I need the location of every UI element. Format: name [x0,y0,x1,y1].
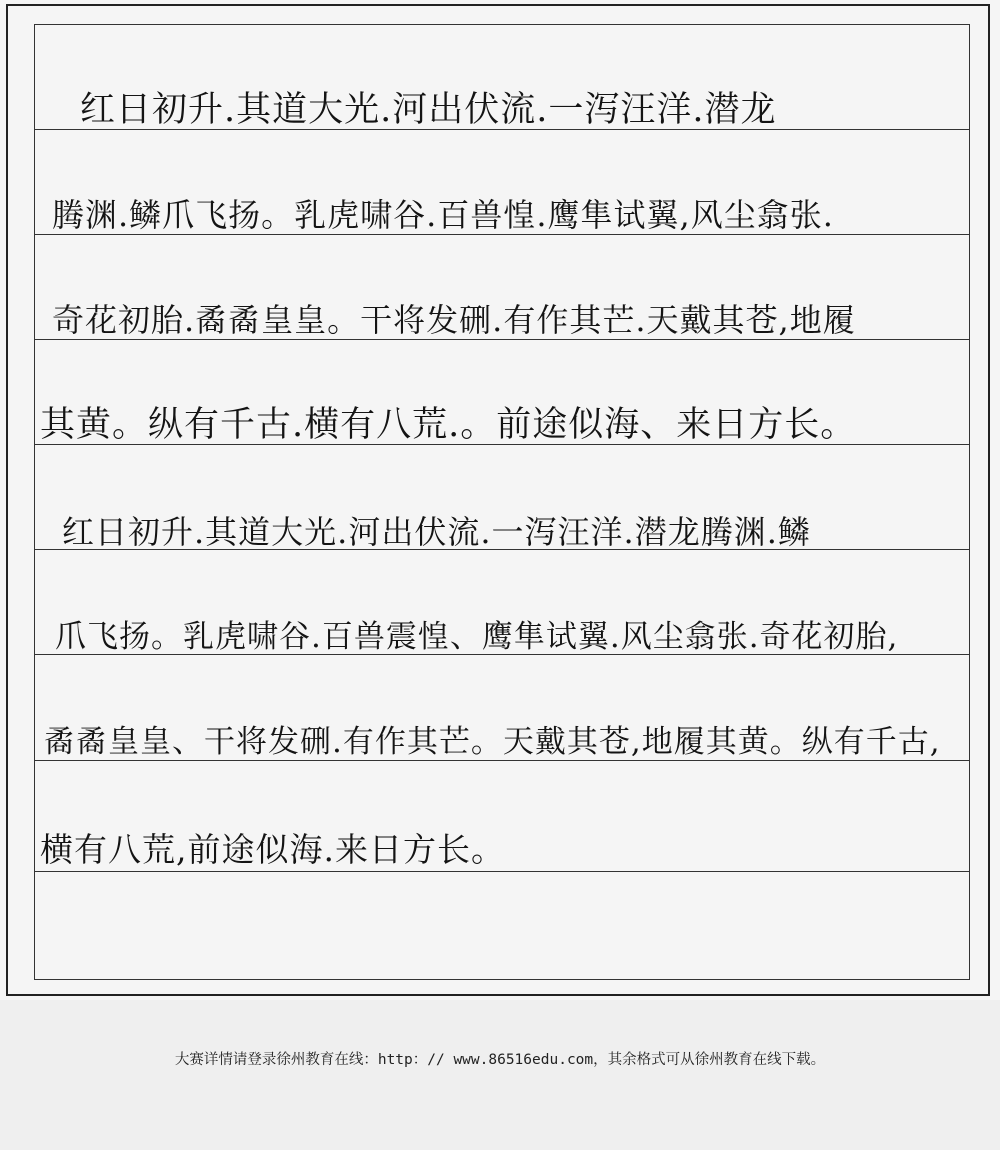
footer-notice [0,1048,1000,1069]
ruled-line [34,871,970,872]
handwriting-line-6: 爪飞扬。乳虎啸谷.百兽震惶、鹰隼试翼.风尘翕张.奇花初胎, [55,619,899,655]
handwriting-line-4: 其黄。纵有千古.横有八荒.。前途似海、来日方长。 [40,405,857,445]
handwriting-line-3: 奇花初胎.矞矞皇皇。干将发硎.有作其芒.天戴其苍,地履 [52,301,856,339]
footer-url: http：// www.86516edu.com [377,1052,594,1068]
footer-suffix: ，其余格式可从徐州教育在线下载。 [593,1052,826,1068]
handwriting-line-2: 腾渊.鳞爪飞扬。乳虎啸谷.百兽惶.鹰隼试翼,风尘翕张. [52,196,834,234]
handwriting-line-5: 红日初升.其道大光.河出伏流.一泻汪洋.潜龙腾渊.鳞 [62,513,811,551]
handwriting-line-8: 横有八荒,前途似海.来日方长。 [40,830,505,869]
footer-prefix: 大赛详情请登录徐州教育在线： [174,1052,378,1068]
handwriting-line-7: 矞矞皇皇、干将发硎.有作其芒。天戴其苍,地履其黄。纵有千古, [44,724,941,760]
handwriting-line-1: 红日初升.其道大光.河出伏流.一泻汪洋.潜龙 [80,90,777,130]
